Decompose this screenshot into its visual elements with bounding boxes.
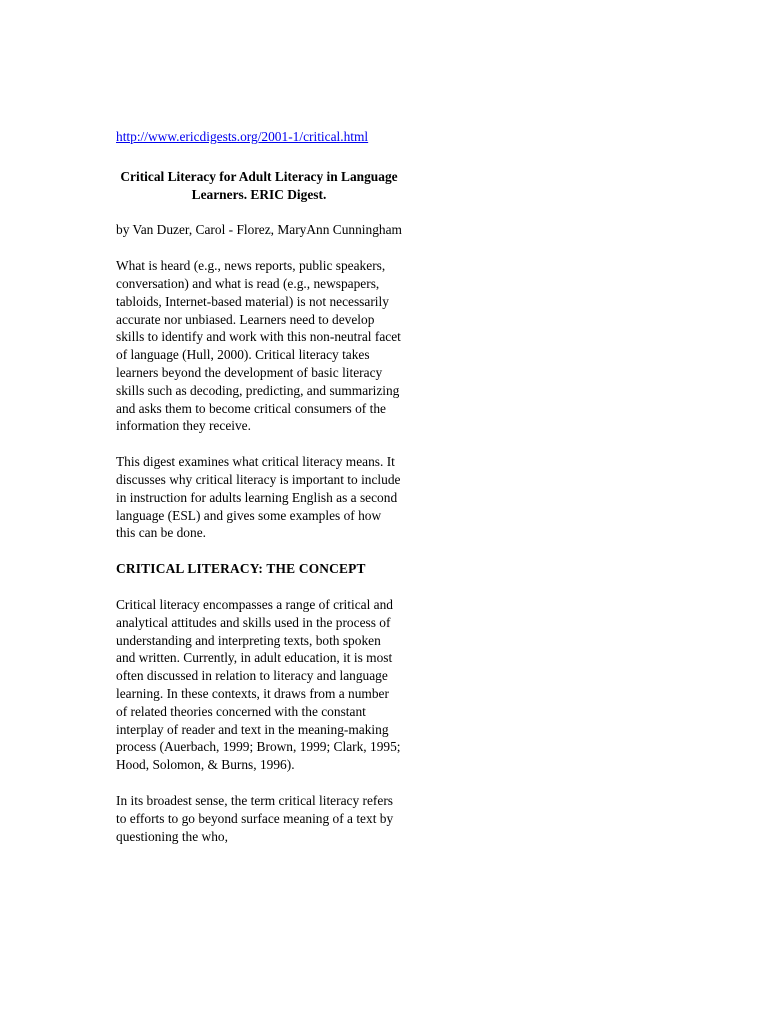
intro-paragraph-2: This digest examines what critical literacy means. It discusses why critical literacy is important to include in instruction for adults learning English as a second language (ESL) and gives some examples of how this can be done. [116, 454, 401, 541]
section-heading: CRITICAL LITERACY: THE CONCEPT [116, 561, 366, 577]
source-url-link[interactable]: http://www.ericdigests.org/2001-1/critical.html [116, 129, 369, 144]
section-paragraph-2: In its broadest sense, the term critical literacy refers to efforts to go beyond surface meaning of a text by questioning the who, [116, 792, 394, 844]
document-page [116, 128, 402, 863]
section-paragraph-1: Critical literacy encompasses a range of critical and analytical attitudes and skills used in the process of understanding and interpreting texts, both spoken and written. Currently, in adult education, it is most often discussed in relation to literacy and language learning. In these contexts, it draws from a number of related theories concerned with the constant interplay of reader and text in the meaning-making process (Auerbach, 1999; Brown, 1999; Clark, 1995; Hood, Solomon, & Burns, 1996). [116, 596, 401, 773]
document-byline: by Van Duzer, Carol - Florez, MaryAnn Cunningham [116, 222, 402, 238]
document-title: Critical Literacy for Adult Literacy in Language Learners. ERIC Digest. [120, 168, 398, 202]
intro-paragraph-1: What is heard (e.g., news reports, public speakers, conversation) and what is read (e.g., newspapers, tabloids, Internet-based material) is not necessarily accurate nor unbiased. Learners need to develop skills to identify and work with this non-neutral facet of language (Hull, 2000). Critical literacy takes learners beyond the development of basic literacy skills such as decoding, predicting, and summarizing and asks them to become critical consumers of the information they receive. [116, 258, 401, 434]
